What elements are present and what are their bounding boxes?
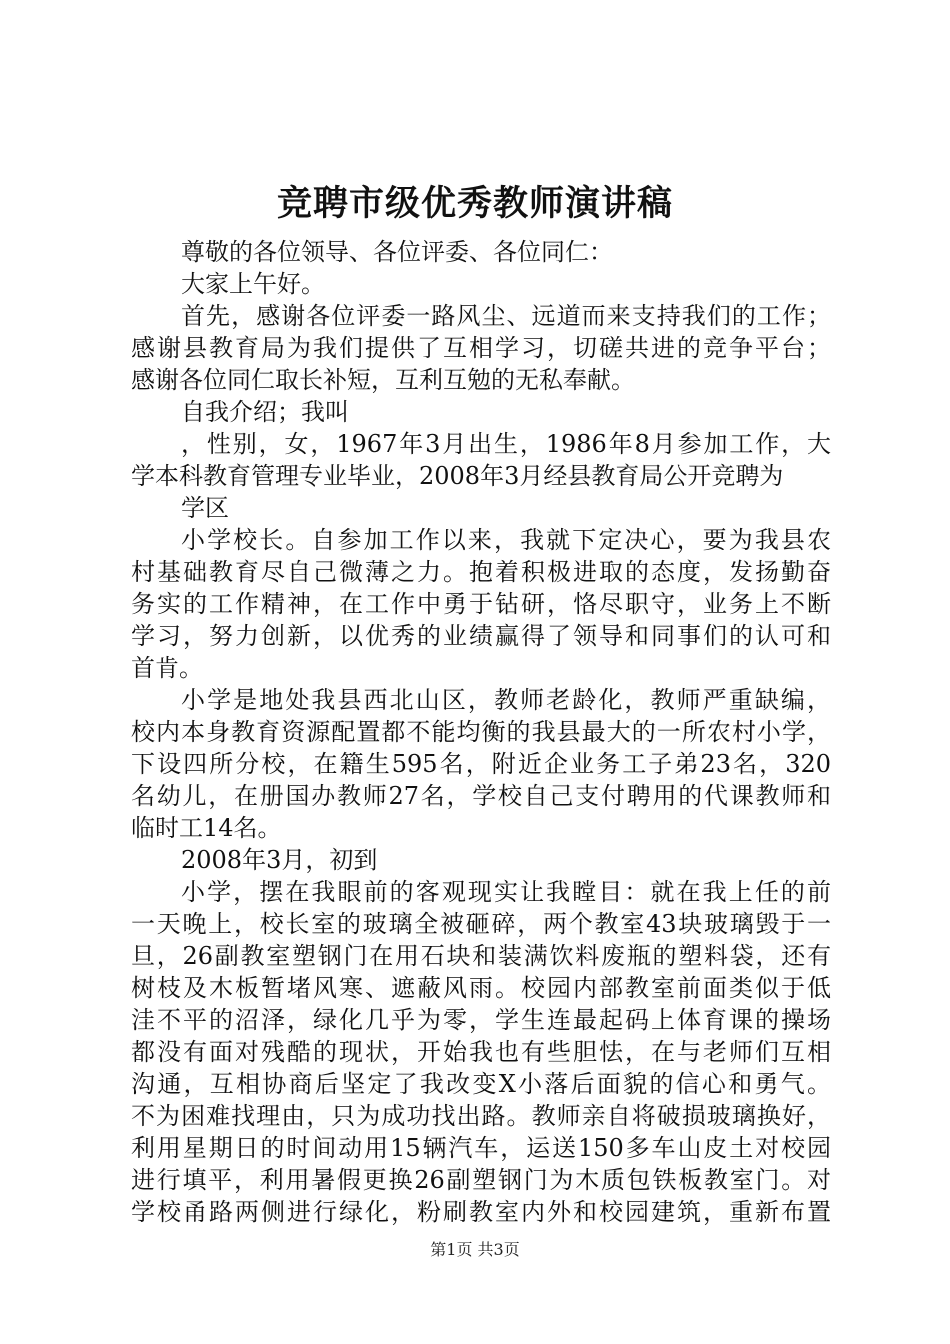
text-line: 旦，26副教室塑钢门在用石块和装满饮料废瓶的塑料袋，还有	[131, 942, 831, 970]
text-line: 树枝及木板暂堵风寒、遮蔽风雨。校园内部教室前面类似于低	[131, 974, 831, 1002]
text-line: 一天晚上，校长室的玻璃全被砸碎，两个教室43块玻璃毁于一	[131, 910, 831, 938]
text-line: 自我介绍；我叫	[181, 398, 349, 426]
text-line: 学习，努力创新，以优秀的业绩赢得了领导和同事们的认可和	[131, 622, 831, 650]
text-line: 村基础教育尽自己微薄之力。抱着积极进取的态度，发扬勤奋	[131, 558, 831, 586]
text-line: 首肯。	[131, 654, 203, 682]
text-line: 洼不平的沼泽，绿化几乎为零，学生连最起码上体育课的操场	[131, 1006, 831, 1034]
text-line: 首先，感谢各位评委一路风尘、远道而来支持我们的工作；	[181, 302, 831, 330]
text-line: 不为困难找理由，只为成功找出路。教师亲自将破损玻璃换好，	[131, 1102, 831, 1130]
text-line: 临时工14名。	[131, 814, 282, 842]
text-line: 学区	[181, 494, 229, 522]
text-line: 名幼儿，在册国办教师27名，学校自己支付聘用的代课教师和	[131, 782, 831, 810]
text-line: 沟通，互相协商后坚定了我改变X小落后面貌的信心和勇气。	[131, 1070, 831, 1098]
text-line: 利用星期日的时间动用15辆汽车，运送150多车山皮土对校园	[131, 1134, 831, 1162]
text-line: 2008年3月，初到	[181, 846, 378, 874]
text-line: 都没有面对残酷的现状，开始我也有些胆怯，在与老师们互相	[131, 1038, 831, 1066]
text-line: 大家上午好。	[181, 270, 325, 298]
document-title: 竞聘市级优秀教师演讲稿	[276, 183, 673, 224]
text-line: 学校甬路两侧进行绿化，粉刷教室内外和校园建筑，重新布置	[131, 1198, 831, 1226]
text-line: 学本科教育管理专业毕业，2008年3月经县教育局公开竞聘为	[131, 462, 784, 490]
text-line: ，性别，女，1967年3月出生，1986年8月参加工作，大	[181, 430, 831, 458]
document-body	[131, 236, 831, 1228]
text-line: 下设四所分校，在籍生595名，附近企业务工子弟23名，320	[131, 750, 831, 778]
page-footer: 第1页 共3页	[430, 1240, 520, 1259]
text-line: 进行填平，利用暑假更换26副塑钢门为木质包铁板教室门。对	[131, 1166, 831, 1194]
text-line: 务实的工作精神，在工作中勇于钻研，恪尽职守，业务上不断	[131, 590, 831, 618]
text-line: 小学，摆在我眼前的客观现实让我瞠目：就在我上任的前	[181, 878, 831, 906]
text-line: 感谢县教育局为我们提供了互相学习，切磋共进的竞争平台；	[131, 334, 831, 362]
text-line: 校内本身教育资源配置都不能均衡的我县最大的一所农村小学，	[131, 718, 831, 746]
text-line: 尊敬的各位领导、各位评委、各位同仁：	[181, 238, 613, 266]
text-line: 小学是地处我县西北山区，教师老龄化，教师严重缺编，	[181, 686, 831, 714]
text-line: 小学校长。自参加工作以来，我就下定决心，要为我县农	[181, 526, 831, 554]
text-line: 感谢各位同仁取长补短，互利互勉的无私奉献。	[131, 366, 635, 394]
